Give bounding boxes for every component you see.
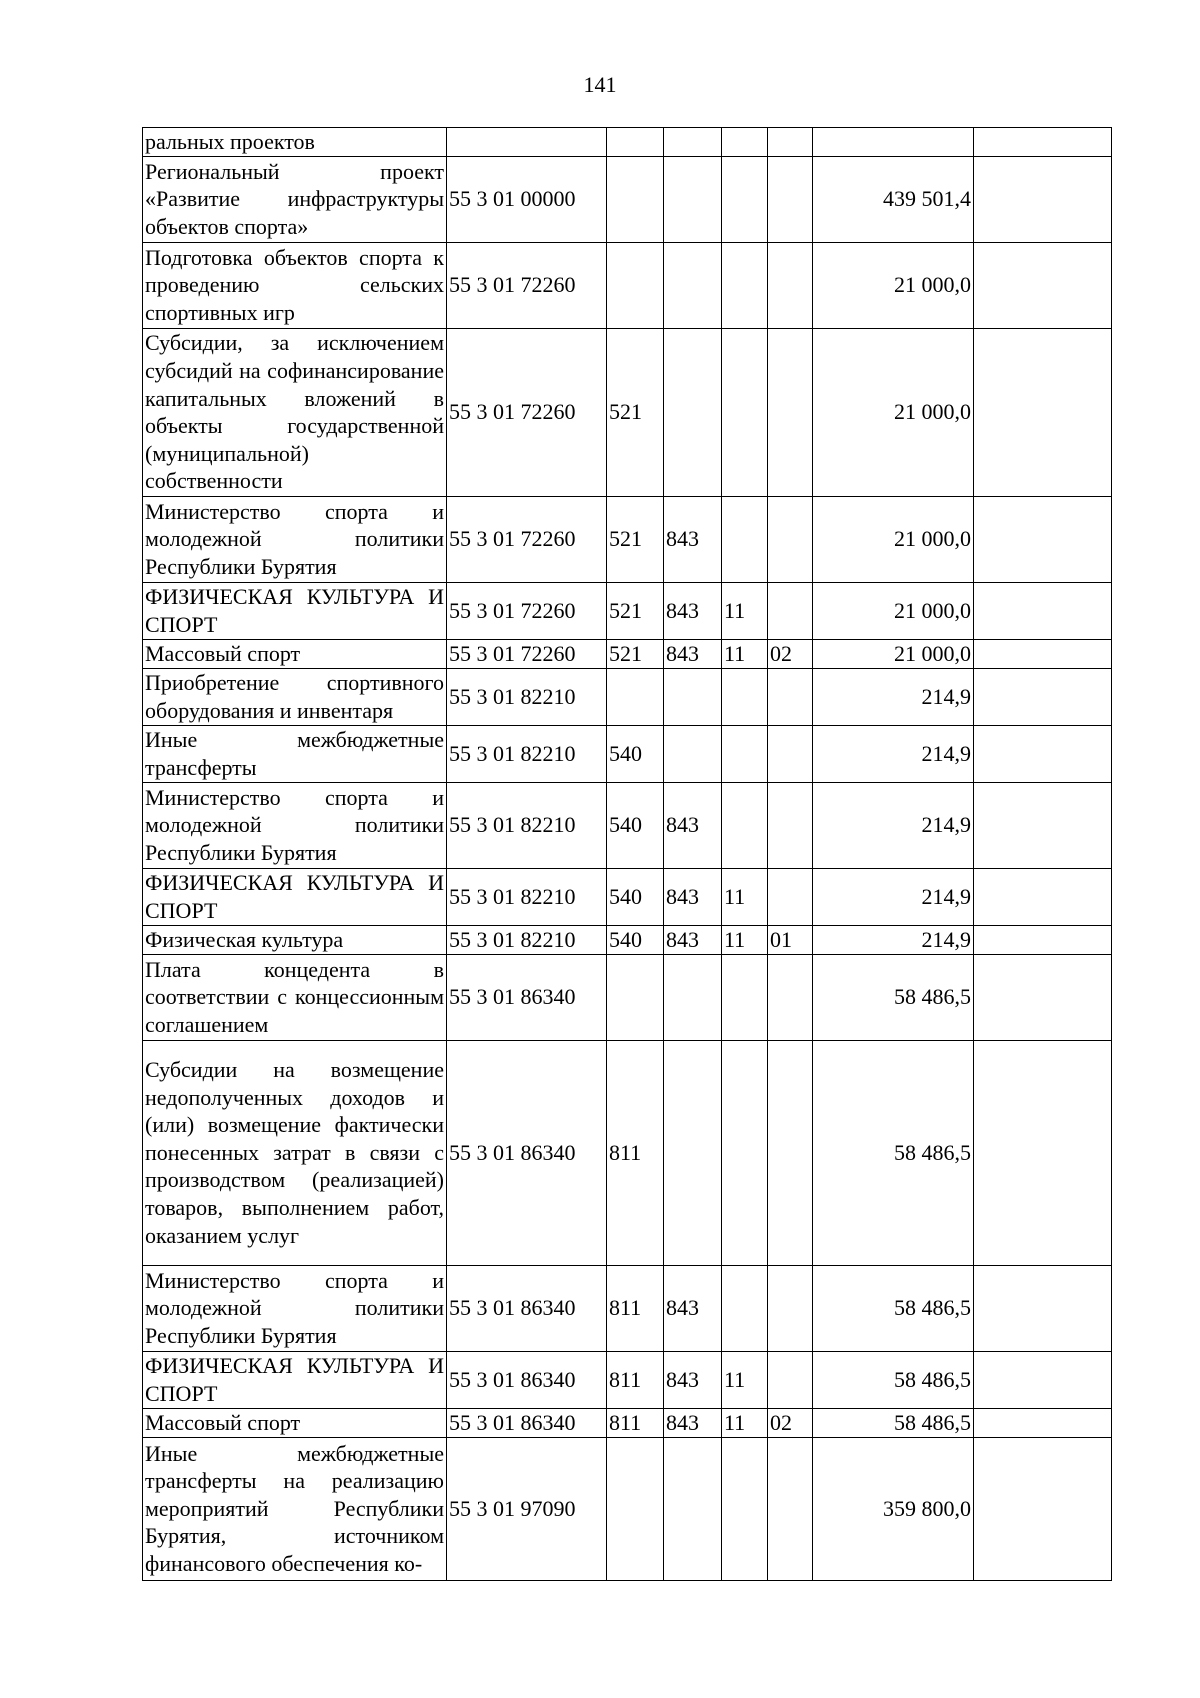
table-row	[143, 1437, 1112, 1580]
cell-sum: 21 000,0	[813, 242, 974, 328]
cell-vr: 540	[607, 868, 664, 925]
cell-vr: 811	[607, 1351, 664, 1408]
cell-empty	[974, 639, 1112, 668]
cell-empty	[974, 128, 1112, 157]
cell-grbs: 843	[664, 1408, 722, 1437]
cell-grbs: 843	[664, 925, 722, 954]
cell-grbs	[664, 725, 722, 782]
cell-csr: 55 3 01 72260	[447, 639, 607, 668]
cell-sum: 21 000,0	[813, 582, 974, 639]
cell-csr: 55 3 01 82210	[447, 725, 607, 782]
cell-rz	[722, 725, 768, 782]
cell-sum: 58 486,5	[813, 1408, 974, 1437]
cell-vr: 540	[607, 782, 664, 868]
cell-name: Приобретение спортивного оборудования и инвентаря	[143, 668, 447, 725]
cell-pr	[768, 1351, 813, 1408]
cell-csr: 55 3 01 86340	[447, 954, 607, 1040]
cell-vr	[607, 128, 664, 157]
cell-empty	[974, 582, 1112, 639]
table-row	[143, 128, 1112, 157]
cell-empty	[974, 1265, 1112, 1351]
cell-rz: 11	[722, 1351, 768, 1408]
cell-grbs: 843	[664, 782, 722, 868]
cell-sum: 58 486,5	[813, 1040, 974, 1265]
cell-pr	[768, 1040, 813, 1265]
cell-name: Физическая культура	[143, 925, 447, 954]
cell-sum: 214,9	[813, 868, 974, 925]
cell-rz	[722, 954, 768, 1040]
cell-vr: 811	[607, 1408, 664, 1437]
budget-table-body	[143, 128, 1112, 1581]
cell-name: ФИЗИЧЕСКАЯ КУЛЬТУРА И СПОРТ	[143, 582, 447, 639]
cell-vr: 521	[607, 639, 664, 668]
cell-rz: 11	[722, 582, 768, 639]
cell-pr	[768, 1437, 813, 1580]
cell-empty	[974, 725, 1112, 782]
cell-empty	[974, 1408, 1112, 1437]
cell-empty	[974, 1351, 1112, 1408]
cell-name: Иные межбюджетные трансферты на реализацию мероприятий Республики Бурятия, источником финансового обеспечения ко-	[143, 1437, 447, 1580]
cell-empty	[974, 1437, 1112, 1580]
cell-pr	[768, 668, 813, 725]
table-row	[143, 242, 1112, 328]
cell-vr	[607, 1437, 664, 1580]
cell-empty	[974, 668, 1112, 725]
cell-name: Субсидии, за исключением субсидий на софинансирование капитальных вложений в объекты государственной (муниципальной) собственности	[143, 328, 447, 496]
cell-grbs: 843	[664, 639, 722, 668]
table-row	[143, 925, 1112, 954]
cell-empty	[974, 782, 1112, 868]
cell-rz	[722, 1437, 768, 1580]
cell-pr	[768, 954, 813, 1040]
cell-sum: 21 000,0	[813, 328, 974, 496]
cell-name: Субсидии на возмещение недополученных доходов и (или) возмещение фактически понесенных затрат в связи с производством (реализацией) товаров, выполнением работ, оказанием услуг	[143, 1040, 447, 1265]
cell-vr: 521	[607, 328, 664, 496]
page-number: 141	[583, 72, 617, 97]
cell-grbs: 843	[664, 868, 722, 925]
cell-sum: 214,9	[813, 668, 974, 725]
table-row	[143, 668, 1112, 725]
cell-csr: 55 3 01 82210	[447, 782, 607, 868]
cell-name: Массовый спорт	[143, 1408, 447, 1437]
cell-empty	[974, 868, 1112, 925]
cell-grbs: 843	[664, 582, 722, 639]
cell-vr	[607, 242, 664, 328]
table-row	[143, 782, 1112, 868]
cell-sum: 21 000,0	[813, 496, 974, 582]
cell-vr	[607, 668, 664, 725]
cell-csr: 55 3 01 72260	[447, 582, 607, 639]
cell-sum: 214,9	[813, 725, 974, 782]
cell-pr	[768, 725, 813, 782]
cell-rz	[722, 128, 768, 157]
table-row	[143, 582, 1112, 639]
cell-vr: 540	[607, 725, 664, 782]
cell-name: Массовый спорт	[143, 639, 447, 668]
cell-vr: 521	[607, 582, 664, 639]
cell-vr	[607, 156, 664, 242]
cell-rz	[722, 328, 768, 496]
cell-grbs	[664, 156, 722, 242]
cell-csr: 55 3 01 86340	[447, 1265, 607, 1351]
budget-table	[142, 127, 1112, 1581]
cell-csr: 55 3 01 82210	[447, 868, 607, 925]
cell-csr: 55 3 01 86340	[447, 1040, 607, 1265]
cell-csr: 55 3 01 82210	[447, 668, 607, 725]
cell-grbs	[664, 668, 722, 725]
cell-empty	[974, 328, 1112, 496]
cell-pr	[768, 156, 813, 242]
cell-csr: 55 3 01 72260	[447, 328, 607, 496]
cell-vr: 521	[607, 496, 664, 582]
table-row	[143, 496, 1112, 582]
table-row	[143, 328, 1112, 496]
cell-rz	[722, 1265, 768, 1351]
cell-pr: 01	[768, 925, 813, 954]
cell-grbs	[664, 242, 722, 328]
cell-sum: 58 486,5	[813, 1265, 974, 1351]
table-row	[143, 156, 1112, 242]
cell-name: Плата концедента в соответствии с концессионным соглашением	[143, 954, 447, 1040]
cell-sum: 58 486,5	[813, 1351, 974, 1408]
cell-csr: 55 3 01 82210	[447, 925, 607, 954]
cell-name: ральных проектов	[143, 128, 447, 157]
cell-name: Министерство спорта и молодежной политики Республики Бурятия	[143, 1265, 447, 1351]
cell-csr: 55 3 01 72260	[447, 242, 607, 328]
cell-sum: 21 000,0	[813, 639, 974, 668]
cell-pr	[768, 582, 813, 639]
cell-pr	[768, 782, 813, 868]
table-row	[143, 725, 1112, 782]
cell-sum: 214,9	[813, 925, 974, 954]
cell-empty	[974, 496, 1112, 582]
cell-empty	[974, 242, 1112, 328]
cell-grbs	[664, 954, 722, 1040]
cell-csr: 55 3 01 86340	[447, 1351, 607, 1408]
cell-grbs	[664, 1040, 722, 1265]
cell-grbs	[664, 1437, 722, 1580]
cell-rz	[722, 668, 768, 725]
cell-vr: 811	[607, 1265, 664, 1351]
table-row	[143, 954, 1112, 1040]
cell-grbs	[664, 128, 722, 157]
cell-pr	[768, 242, 813, 328]
cell-name: ФИЗИЧЕСКАЯ КУЛЬТУРА И СПОРТ	[143, 868, 447, 925]
cell-pr: 02	[768, 639, 813, 668]
cell-name: ФИЗИЧЕСКАЯ КУЛЬТУРА И СПОРТ	[143, 1351, 447, 1408]
cell-pr	[768, 868, 813, 925]
table-row	[143, 639, 1112, 668]
cell-rz	[722, 156, 768, 242]
cell-name: Подготовка объектов спорта к проведению сельских спортивных игр	[143, 242, 447, 328]
cell-empty	[974, 156, 1112, 242]
table-row	[143, 1040, 1112, 1265]
cell-rz: 11	[722, 868, 768, 925]
cell-name: Региональный проект «Развитие инфраструктуры объектов спорта»	[143, 156, 447, 242]
cell-rz: 11	[722, 639, 768, 668]
cell-csr	[447, 128, 607, 157]
cell-rz	[722, 496, 768, 582]
cell-vr: 540	[607, 925, 664, 954]
cell-sum: 214,9	[813, 782, 974, 868]
table-row	[143, 1408, 1112, 1437]
cell-rz: 11	[722, 1408, 768, 1437]
cell-csr: 55 3 01 86340	[447, 1408, 607, 1437]
cell-vr: 811	[607, 1040, 664, 1265]
cell-sum	[813, 128, 974, 157]
cell-pr: 02	[768, 1408, 813, 1437]
cell-csr: 55 3 01 00000	[447, 156, 607, 242]
cell-empty	[974, 1040, 1112, 1265]
cell-rz	[722, 242, 768, 328]
cell-rz: 11	[722, 925, 768, 954]
table-row	[143, 1265, 1112, 1351]
cell-name: Иные межбюджетные трансферты	[143, 725, 447, 782]
cell-empty	[974, 925, 1112, 954]
cell-csr: 55 3 01 97090	[447, 1437, 607, 1580]
cell-sum: 439 501,4	[813, 156, 974, 242]
cell-sum: 359 800,0	[813, 1437, 974, 1580]
cell-rz	[722, 782, 768, 868]
cell-name: Министерство спорта и молодежной политики Республики Бурятия	[143, 782, 447, 868]
cell-csr: 55 3 01 72260	[447, 496, 607, 582]
cell-vr	[607, 954, 664, 1040]
cell-pr	[768, 496, 813, 582]
cell-grbs: 843	[664, 496, 722, 582]
cell-grbs: 843	[664, 1265, 722, 1351]
table-row	[143, 1351, 1112, 1408]
cell-rz	[722, 1040, 768, 1265]
cell-empty	[974, 954, 1112, 1040]
cell-pr	[768, 1265, 813, 1351]
cell-sum: 58 486,5	[813, 954, 974, 1040]
cell-name: Министерство спорта и молодежной политики Республики Бурятия	[143, 496, 447, 582]
cell-grbs	[664, 328, 722, 496]
cell-grbs: 843	[664, 1351, 722, 1408]
cell-pr	[768, 128, 813, 157]
cell-pr	[768, 328, 813, 496]
table-row	[143, 868, 1112, 925]
